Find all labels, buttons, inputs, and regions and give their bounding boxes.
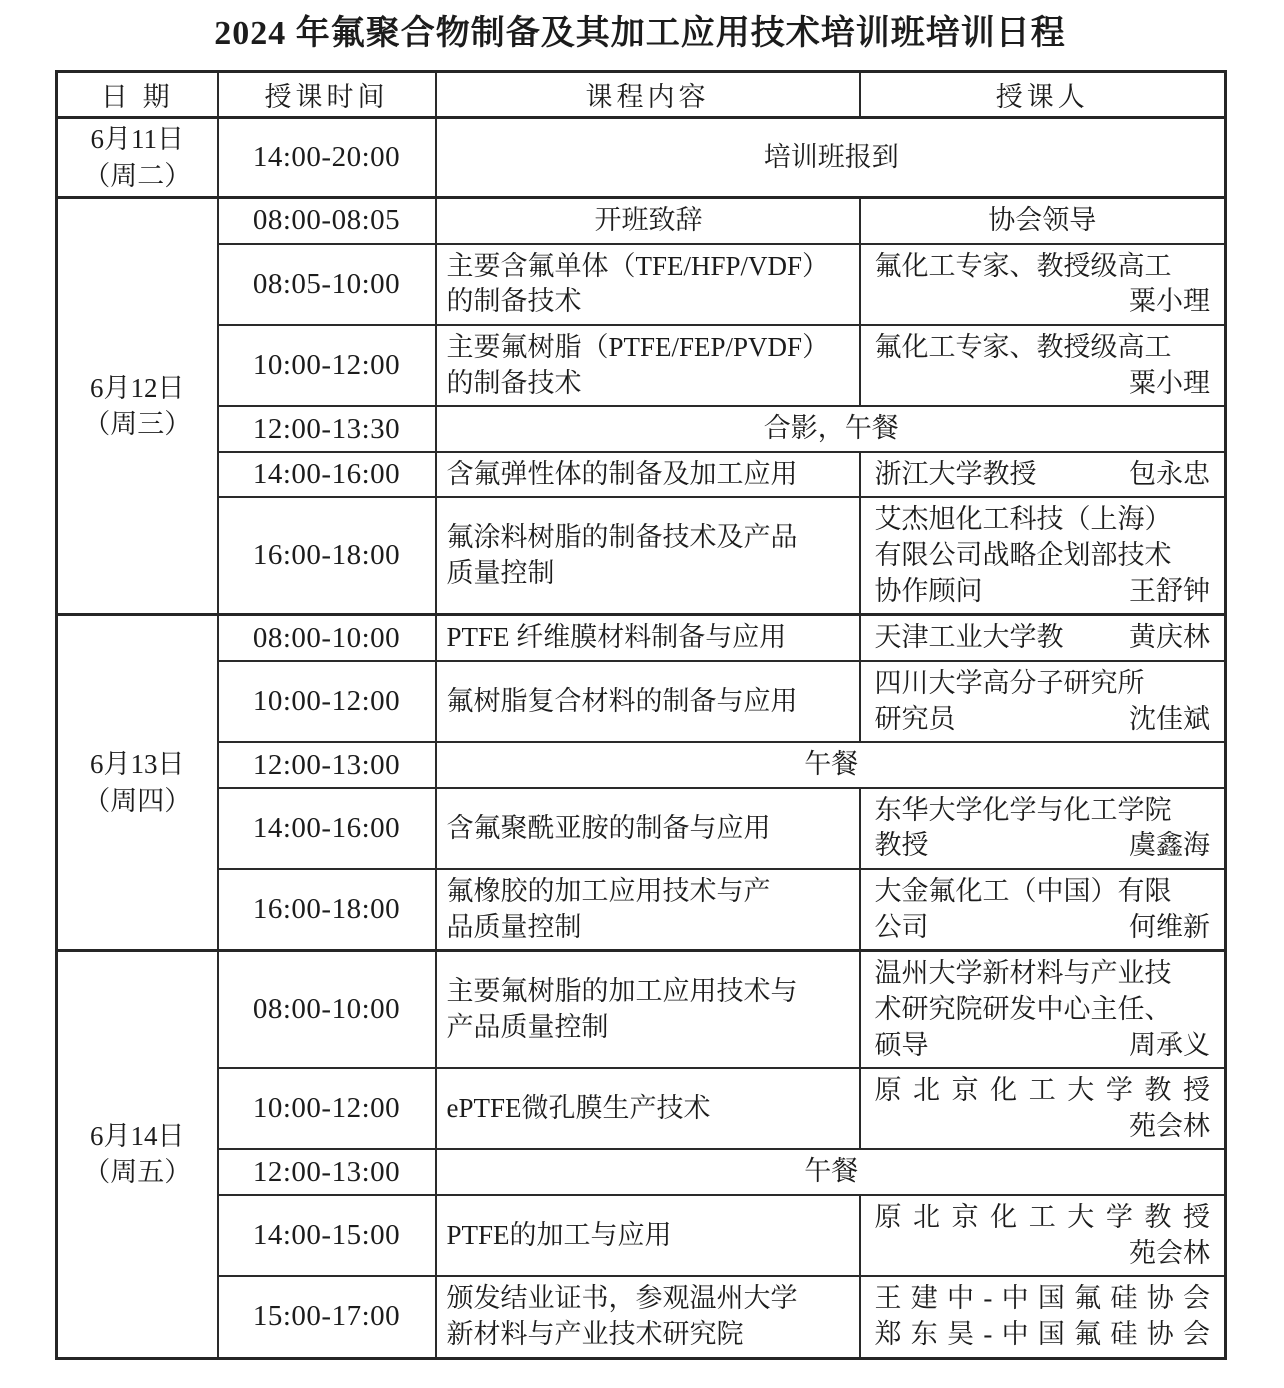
- page-title: 2024 年氟聚合物制备及其加工应用技术培训班培训日程: [214, 15, 1066, 52]
- course-content-cell: [436, 118, 1226, 198]
- speaker-text: 四川大学高分子研究所: [874, 667, 1145, 698]
- speaker-cell: [860, 788, 1226, 869]
- header-speaker: 授课人: [860, 72, 1226, 118]
- speaker-text: 苑会林: [1129, 1110, 1210, 1141]
- table-row: [57, 325, 1226, 406]
- time-cell: 10:00-12:00: [218, 325, 436, 406]
- course-content-text: PTFE 纤维膜材料制备与应用: [446, 622, 787, 653]
- time-cell: 10:00-12:00: [218, 661, 436, 742]
- speaker-cell: [860, 1276, 1226, 1358]
- speaker-text: 原北京化工大学教授: [874, 1202, 1210, 1233]
- course-content-text: 主要氟树脂的加工应用技术与: [446, 976, 798, 1007]
- course-content-cell: [436, 244, 860, 325]
- speaker-affiliation: 研究员: [874, 703, 956, 734]
- weekday-text: （周五）: [83, 1157, 192, 1188]
- time-cell: 12:00-13:00: [218, 742, 436, 788]
- course-content-cell: [436, 951, 860, 1068]
- speaker-text: [875, 457, 1211, 493]
- speaker-text: 大金氟化工（中国）有限: [874, 876, 1172, 907]
- speaker-name: 虞鑫海: [1129, 830, 1210, 861]
- course-content-text: 午餐: [804, 1156, 859, 1187]
- date-text: 6月14日: [90, 1121, 185, 1151]
- time-cell: 14:00-20:00: [218, 118, 436, 198]
- course-content-cell: [436, 788, 860, 869]
- speaker-text: 氟化工专家、教授级高工: [874, 331, 1172, 362]
- speaker-cell: [860, 869, 1226, 951]
- date-cell: [57, 951, 218, 1358]
- course-content-cell: [436, 325, 860, 406]
- speaker-name: 王舒钟: [1129, 575, 1210, 606]
- table-row: [57, 615, 1226, 661]
- course-content-cell: [436, 497, 860, 614]
- table-row: [57, 244, 1226, 325]
- table-row: [57, 497, 1226, 614]
- course-content-cell: [436, 1149, 1226, 1195]
- course-content-text: 午餐: [804, 749, 859, 780]
- weekday-text: （周二）: [83, 160, 192, 191]
- speaker-text: 原北京化工大学教授: [874, 1075, 1210, 1106]
- speaker-name: 周承义: [1129, 1029, 1210, 1060]
- table-row: [57, 406, 1226, 452]
- table-row: [57, 869, 1226, 951]
- time-cell: 14:00-16:00: [218, 788, 436, 869]
- course-content-cell: [436, 452, 860, 498]
- speaker-text: 术研究院研发中心主任、: [874, 993, 1172, 1024]
- speaker-cell: [860, 951, 1226, 1068]
- course-content-text: 氟橡胶的加工应用技术与产: [446, 876, 771, 907]
- speaker-text: 苑会林: [1129, 1237, 1210, 1268]
- schedule-table: [55, 70, 1227, 1359]
- course-content-text: 开班致辞: [594, 205, 703, 236]
- time-cell: 16:00-18:00: [218, 497, 436, 614]
- table-row: [57, 661, 1226, 742]
- time-cell: 14:00-15:00: [218, 1195, 436, 1276]
- course-content-cell: [436, 742, 1226, 788]
- course-content-text: 新材料与产业技术研究院: [446, 1318, 744, 1349]
- time-cell: 14:00-16:00: [218, 452, 436, 498]
- table-row: [57, 1195, 1226, 1276]
- table-row: [57, 1068, 1226, 1149]
- course-content-text: 主要氟树脂（PTFE/FEP/PVDF）: [446, 331, 830, 362]
- time-cell: 08:05-10:00: [218, 244, 436, 325]
- speaker-name: 何维新: [1129, 911, 1210, 942]
- header-content: 课程内容: [436, 72, 860, 118]
- course-content-text: 品质量控制: [446, 911, 582, 942]
- course-content-text: 的制备技术: [446, 286, 582, 317]
- course-content-text: 合影，午餐: [763, 413, 899, 444]
- speaker-name: 包永忠: [1129, 458, 1210, 489]
- speaker-text: 温州大学新材料与产业技: [874, 958, 1172, 989]
- speaker-text: 郑东昊-中国氟硅协会: [874, 1318, 1210, 1349]
- course-content-text: PTFE的加工与应用: [446, 1219, 672, 1250]
- speaker-text: [875, 1028, 1211, 1064]
- speaker-text: 粟小理: [1129, 367, 1210, 398]
- table-row: [57, 951, 1226, 1068]
- speaker-text: 艾杰旭化工科技（上海）: [874, 504, 1172, 535]
- speaker-text: [875, 702, 1211, 738]
- course-content-cell: [436, 1068, 860, 1149]
- time-cell: 10:00-12:00: [218, 1068, 436, 1149]
- course-content-text: 的制备技术: [446, 367, 582, 398]
- time-cell: 08:00-10:00: [218, 951, 436, 1068]
- course-content-cell: [436, 869, 860, 951]
- speaker-text: [875, 620, 1211, 656]
- speaker-cell: [860, 497, 1226, 614]
- course-content-text: 含氟聚酰亚胺的制备与应用: [446, 812, 771, 843]
- time-cell: 12:00-13:00: [218, 1149, 436, 1195]
- speaker-cell: [860, 615, 1226, 661]
- course-content-text: 颁发结业证书，参观温州大学: [446, 1283, 798, 1314]
- table-row: [57, 1276, 1226, 1358]
- speaker-cell: [860, 325, 1226, 406]
- speaker-text: 协会领导: [988, 205, 1097, 236]
- date-cell: [57, 118, 218, 198]
- speaker-affiliation: 公司: [874, 911, 929, 942]
- header-row: [57, 72, 1226, 118]
- table-header: [57, 72, 1226, 118]
- course-content-cell: [436, 661, 860, 742]
- weekday-text: （周四）: [83, 785, 192, 816]
- course-content-text: 培训班报到: [763, 141, 899, 172]
- table-row: [57, 788, 1226, 869]
- course-content-cell: [436, 198, 860, 244]
- course-content-cell: [436, 615, 860, 661]
- speaker-text: 氟化工专家、教授级高工: [874, 250, 1172, 281]
- speaker-text: 王建中-中国氟硅协会: [874, 1283, 1210, 1314]
- date-text: 6月13日: [90, 749, 185, 780]
- time-cell: 08:00-08:05: [218, 198, 436, 244]
- speaker-affiliation: 天津工业大学教: [874, 622, 1064, 653]
- course-content-text: 氟涂料树脂的制备技术及产品: [446, 522, 798, 553]
- speaker-name: 沈佳斌: [1129, 703, 1210, 734]
- speaker-cell: [860, 452, 1226, 498]
- speaker-text: 有限公司战略企划部技术: [874, 540, 1172, 571]
- speaker-text: [875, 828, 1211, 864]
- table-row: [57, 452, 1226, 498]
- date-text: 6月11日: [90, 124, 184, 155]
- header-time: 授课时间: [218, 72, 436, 118]
- table-row: [57, 198, 1226, 244]
- course-content-text: 产品质量控制: [446, 1011, 609, 1042]
- course-content-text: 含氟弹性体的制备及加工应用: [446, 458, 798, 489]
- course-content-cell: [436, 406, 1226, 452]
- speaker-cell: [860, 661, 1226, 742]
- time-cell: 12:00-13:30: [218, 406, 436, 452]
- weekday-text: （周三）: [83, 409, 192, 440]
- speaker-affiliation: 浙江大学教授: [874, 458, 1037, 489]
- table-row: [57, 742, 1226, 788]
- speaker-affiliation: 协作顾问: [874, 575, 983, 606]
- speaker-text: 粟小理: [1129, 286, 1210, 317]
- speaker-affiliation: 教授: [874, 830, 929, 861]
- speaker-cell: [860, 1068, 1226, 1149]
- time-cell: 15:00-17:00: [218, 1276, 436, 1358]
- speaker-text: 东华大学化学与化工学院: [874, 794, 1172, 825]
- speaker-name: 黄庆林: [1129, 622, 1210, 653]
- speaker-text: [875, 910, 1211, 946]
- schedule-table-body: [57, 118, 1226, 1358]
- course-content-text: 主要含氟单体（TFE/HFP/VDF）: [446, 250, 830, 281]
- speaker-text: [875, 574, 1211, 610]
- speaker-cell: [860, 244, 1226, 325]
- table-row: [57, 1149, 1226, 1195]
- course-content-text: ePTFE微孔膜生产技术: [446, 1093, 711, 1123]
- course-content-text: 质量控制: [446, 557, 555, 588]
- speaker-affiliation: 硕导: [874, 1029, 929, 1060]
- time-cell: 16:00-18:00: [218, 869, 436, 951]
- time-cell: 08:00-10:00: [218, 615, 436, 661]
- date-cell: [57, 198, 218, 615]
- date-cell: [57, 615, 218, 951]
- course-content-cell: [436, 1195, 860, 1276]
- course-content-cell: [436, 1276, 860, 1358]
- table-row: [57, 118, 1226, 198]
- speaker-cell: [860, 198, 1226, 244]
- date-text: 6月12日: [90, 372, 185, 403]
- header-date: 日 期: [57, 72, 218, 118]
- course-content-text: 氟树脂复合材料的制备与应用: [446, 685, 798, 716]
- speaker-cell: [860, 1195, 1226, 1276]
